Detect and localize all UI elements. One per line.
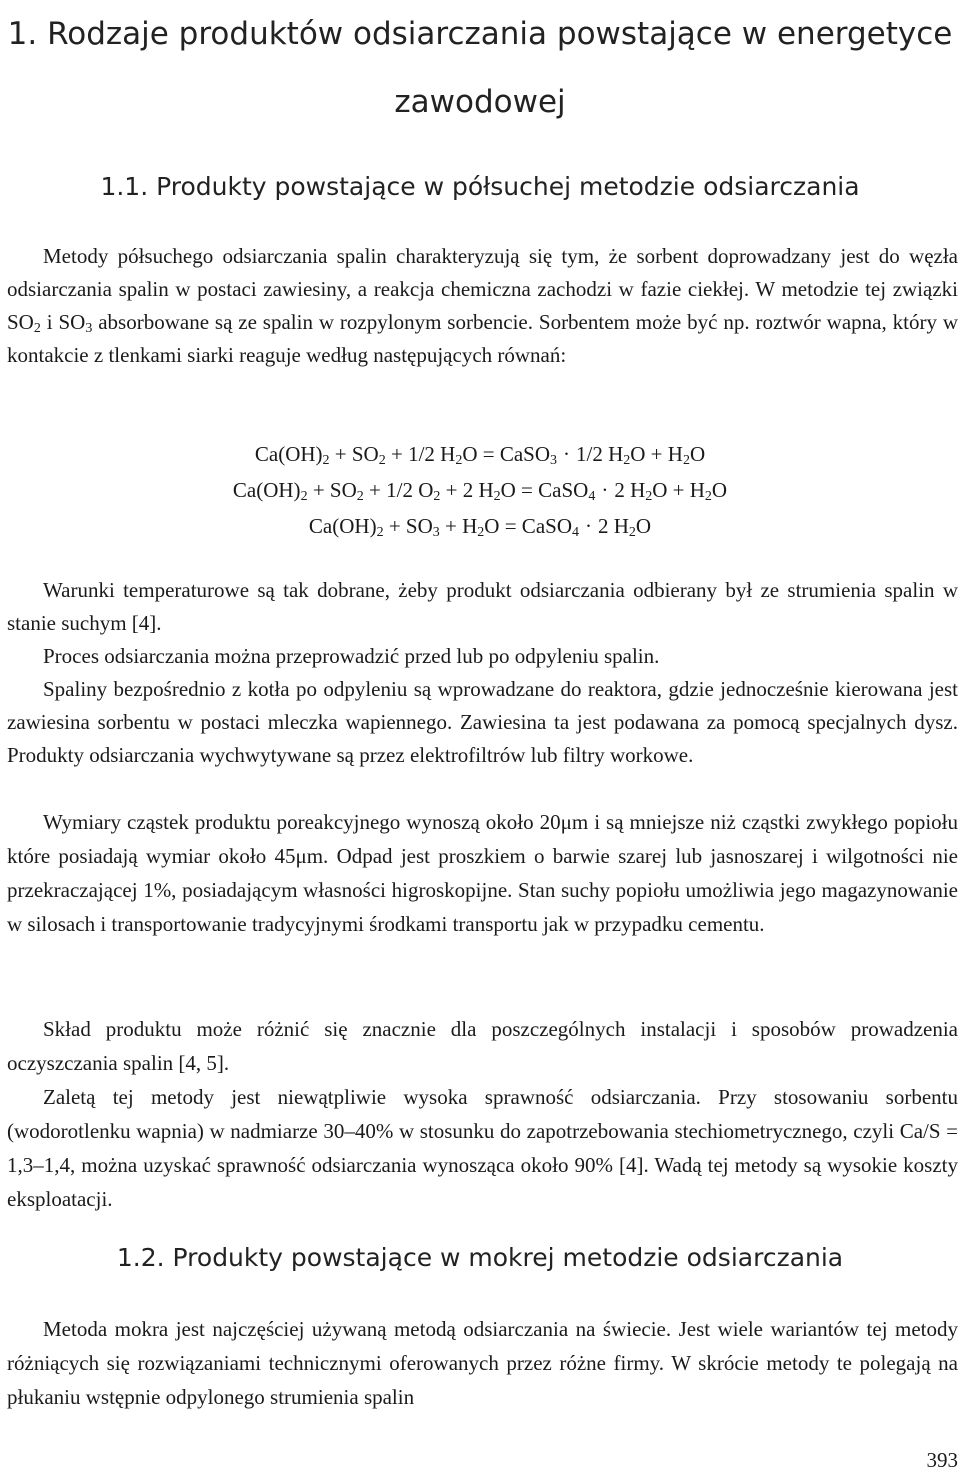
- chapter-title: [0, 0, 960, 136]
- paragraph-5: Wymiary cząstek produktu poreakcyjnego wynoszą około 20μm i są mniejsze niż cząstki zwykłego popiołu które posiadają wymiar około 45μm. Odpad jest proszkiem o barwie szarej lub jasnoszarej i wilgotności nie przekraczającej 1%, posiadającym własności higroskopijne. Stan suchy popiołu umożliwia jego magazynowanie w silosach i transportowanie tradycyjnymi środkami transportu jak w przypadku cementu.: [7, 810, 958, 936]
- page-number: 393: [926, 1448, 958, 1472]
- paragraph-2: Warunki temperaturowe są tak dobrane, żeby produkt odsiarczania odbierany był ze strumienia spalin w stanie suchym [4].: [7, 578, 958, 635]
- section-1-2-heading: 1.2. Produkty powstające w mokrej metodzie odsiarczania: [116, 1243, 844, 1272]
- paragraph-6: Skład produktu może różnić się znacznie dla poszczególnych instalacji i sposobów prowadzenia oczyszczania spalin [4, 5].: [7, 1017, 958, 1075]
- paragraph-3: Proces odsiarczania można przeprowadzić przed lub po odpyleniu spalin.: [43, 644, 660, 668]
- paragraph-1: Metody półsuchego odsiarczania spalin charakteryzują się tym, że sorbent doprowadzany jest do węzła odsiarczania spalin w postaci zawiesiny, a reakcja chemiczna zachodzi w fazie ciekłej. W metodzie tej związki $SO_2$ i $SO_3$ absorbowane są ze spalin w rozpylonym sorbencie. Sorbentem może być np. roztwór wapna, który w kontakcie z tlenkami siarki reaguje według następujących równań:: [7, 244, 958, 367]
- paragraph-8: Metoda mokra jest najczęściej używaną metodą odsiarczania na świecie. Jest wiele wariantów tej metody różniących się rozwiązaniami technicznymi oferowanych przez różne firmy. W skrócie metody te polegają na płukaniu wstępnie odpylonego strumienia spalin: [7, 1317, 958, 1409]
- section-1-1-heading: 1.1. Produkty powstające w półsuchej metodzie odsiarczania: [100, 172, 860, 201]
- equation-3: $Ca(OH)_2 + SO_3 + H_2O$ = CaSO$_4$ · 2 $H_2O$: [308, 514, 652, 540]
- reaction-equations: [0, 436, 960, 544]
- equation-2: $Ca(OH)_2 + SO_2 + 1/2$ $O_2 + 2$ $H_2O$ = CaSO$_4$ · 2 $H_2O + H_2O$: [232, 478, 728, 504]
- section-1-1-composition: [7, 1012, 958, 1216]
- equation-1: $Ca(OH)_2 + SO_2 + 1/2$ $H_2O$ = CaSO$_3$ · 1/2 $H_2O + H_2O$: [254, 442, 706, 468]
- section-1-1-conditions: [7, 574, 958, 772]
- section-1-1-intro: [7, 240, 958, 372]
- chapter-title-line-1: 1. Rodzaje produktów odsiarczania powstające w energetyce: [7, 16, 953, 52]
- paragraph-7: Zaletą tej metody jest niewątpliwie wysoka sprawność odsiarczania. Przy stosowaniu sorbentu (wodorotlenku wapnia) w nadmiarze 30–40% w stosunku do zapotrzebowania stechiometrycznego, czyli Ca/S = 1,3–1,4, można uzyskać sprawność odsiarczania wynosząca około 90% [4]. Wadą tej metody są wysokie koszty eksploatacji.: [7, 1085, 958, 1211]
- paragraph-4: Spaliny bezpośrednio z kotła po odpyleniu są wprowadzane do reaktora, gdzie jednocześnie kierowana jest zawiesina sorbentu w postaci mleczka wapiennego. Zawiesina ta jest podawana za pomocą specjalnych dysz. Produkty odsiarczania wychwytywane są przez elektrofiltrów lub filtry workowe.: [7, 677, 958, 767]
- section-1-1-particles: [7, 805, 958, 941]
- section-1-2-intro: [7, 1312, 958, 1414]
- chapter-title-line-2: zawodowej: [394, 84, 566, 120]
